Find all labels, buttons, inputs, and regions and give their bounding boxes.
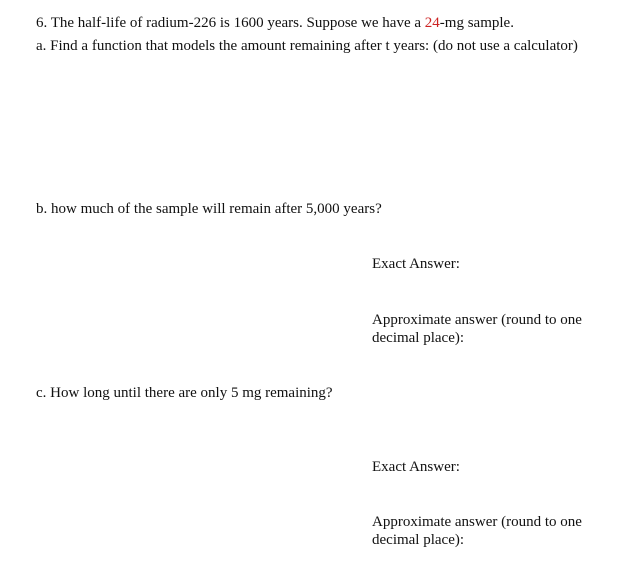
part-c-exact-answer-label: Exact Answer: xyxy=(372,459,460,475)
sample-mass-value: 24 xyxy=(424,15,440,31)
part-c-question: c. How long until there are only 5 mg remaining? xyxy=(36,385,333,401)
problem-text-start: 6. The half-life of radium-226 is 1600 years. Suppose we have a xyxy=(36,15,425,31)
part-c-approximate-answer-label: Approximate answer (round to one decimal place): xyxy=(372,514,582,548)
part-a-question: a. Find a function that models the amount remaining after t years: (do not use a calculator) xyxy=(36,38,578,54)
part-b-question: b. how much of the sample will remain after 5,000 years? xyxy=(36,201,382,217)
part-b-exact-answer-label: Exact Answer: xyxy=(372,256,460,272)
problem-statement xyxy=(36,14,514,32)
part-b-approximate-answer-label: Approximate answer (round to one decimal place): xyxy=(372,312,582,346)
problem-text-end: -mg sample. xyxy=(439,15,514,31)
